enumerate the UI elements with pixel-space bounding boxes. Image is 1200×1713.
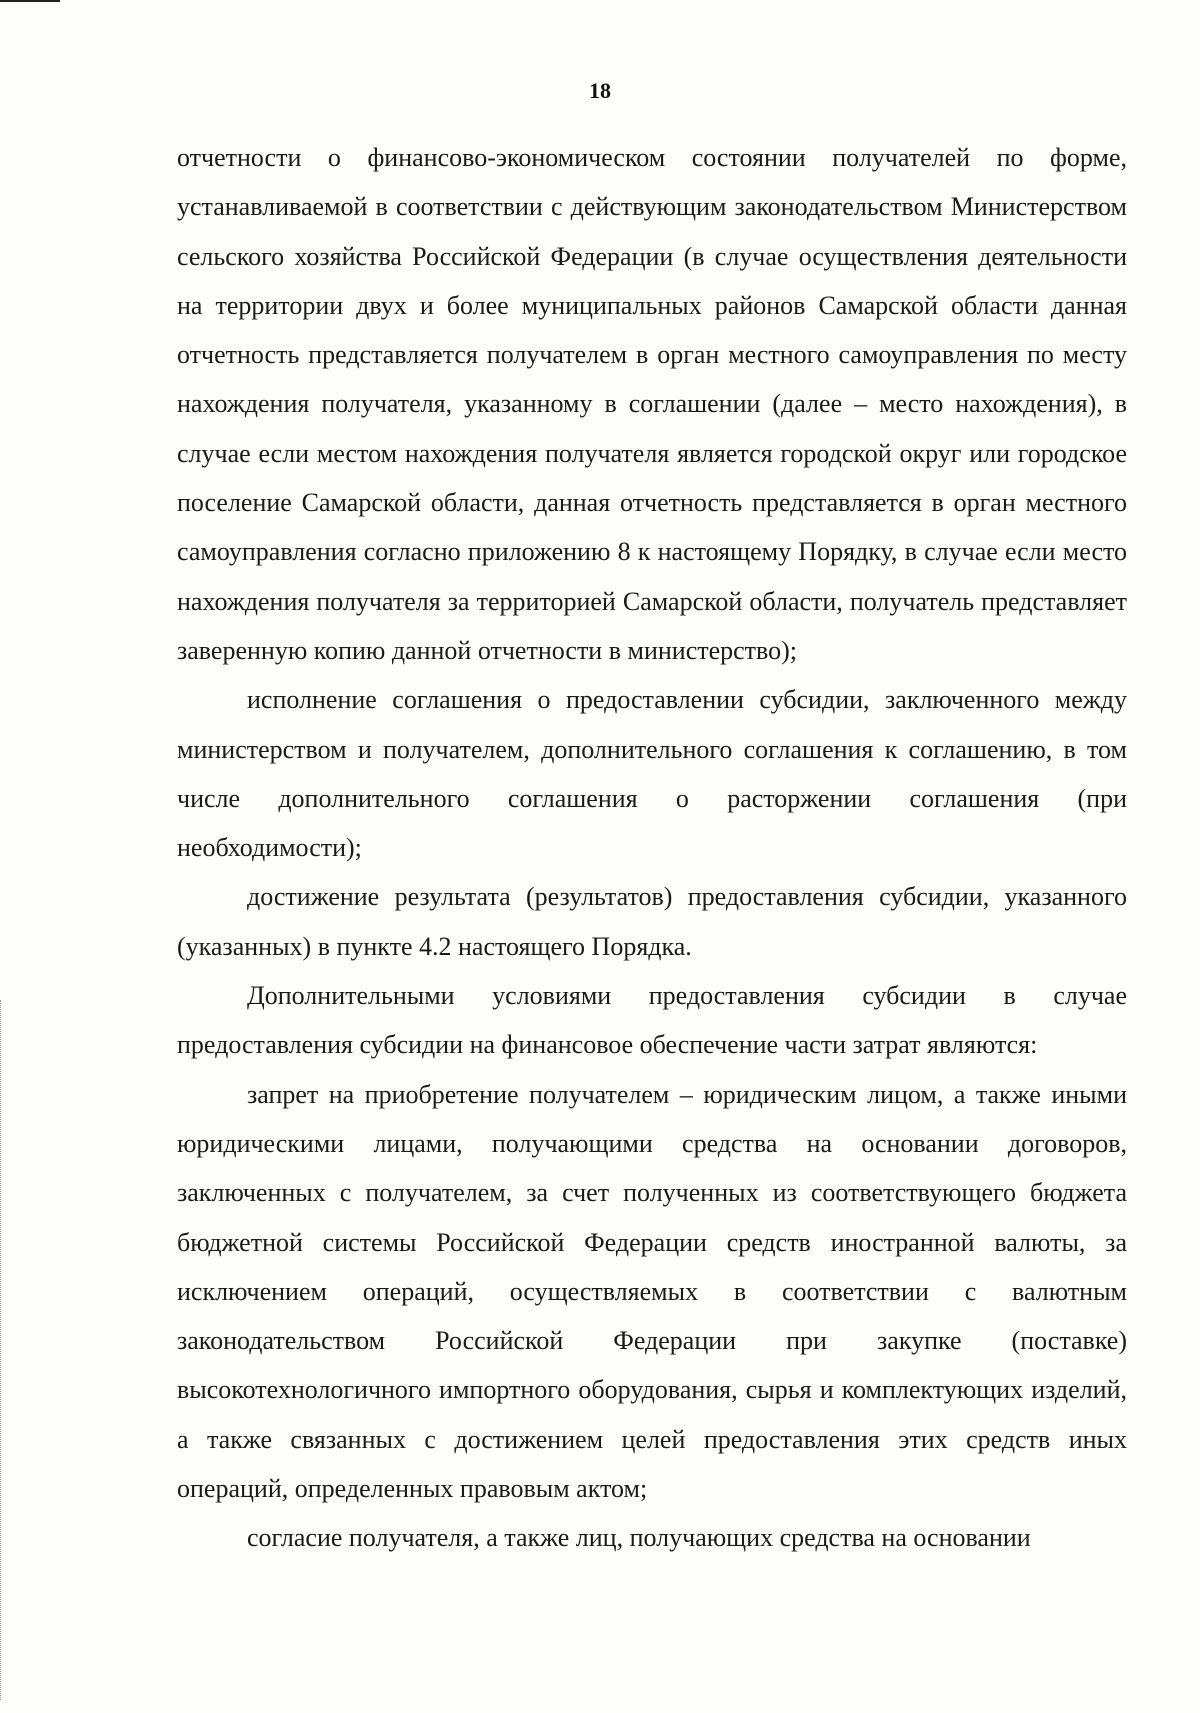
paragraph-recipient-consent: согласие получателя, а также лиц, получающих средства на основании (247, 1523, 1031, 1553)
scan-artifact (470, 10, 710, 40)
paragraph-financial-reporting: отчетности о финансово-экономическом состоянии получателей по форме, устанавливаемой в соответствии с действующим законодательством Министерством сельского хозяйства Российской Федерации (в случае осуществления деятельности на территории двух и более муниципальных районов Самарской области данная отчетность представляется получателем в орган местного самоуправления по месту нахождения получателя, указанному в соглашении (далее – место нахождения), в случае если местом нахождения получателя является городской округ или городское поселение Самарской области, данная отчетность представляется в орган местного самоуправления согласно приложению 8 к настоящему Порядку, в случае если место нахождения получателя за территорией Самарской области, получатель представляет заверенную копию данной отчетности в министерство); (177, 143, 1127, 665)
paragraph-additional-conditions: Дополнительными условиями предоставления субсидии в случае предоставления субсидии на финансовое обеспечение части затрат являются: (177, 981, 1127, 1060)
paragraph-agreement-execution: исполнение соглашения о предоставлении субсидии, заключенного между министерством и получателем, дополнительного соглашения к соглашению, в том числе дополнительного соглашения о расторжении соглашения (при необходимости); (177, 685, 1127, 863)
top-rule-divider (0, 0, 60, 2)
paragraph-result-achievement: достижение результата (результатов) предоставления субсидии, указанного (указанных) в пункте 4.2 настоящего Порядка. (177, 882, 1127, 961)
left-edge-artifact (0, 1000, 5, 1700)
page-number: 18 (589, 78, 611, 103)
document-body (177, 133, 1127, 1563)
paragraph-currency-prohibition: запрет на приобретение получателем – юридическим лицом, а также иными юридическими лицами, получающими средства на основании договоров, заключенных с получателем, за счет полученных из соответствующего бюджета бюджетной системы Российской Федерации средств иностранной валюты, за исключением операций, осуществляемых в соответствии с валютным законодательством Российской Федерации при закупке (поставке) высокотехнологичного импортного оборудования, сырья и комплектующих изделий, а также связанных с достижением целей предоставления этих средств иных операций, определенных правовым актом; (177, 1079, 1127, 1504)
